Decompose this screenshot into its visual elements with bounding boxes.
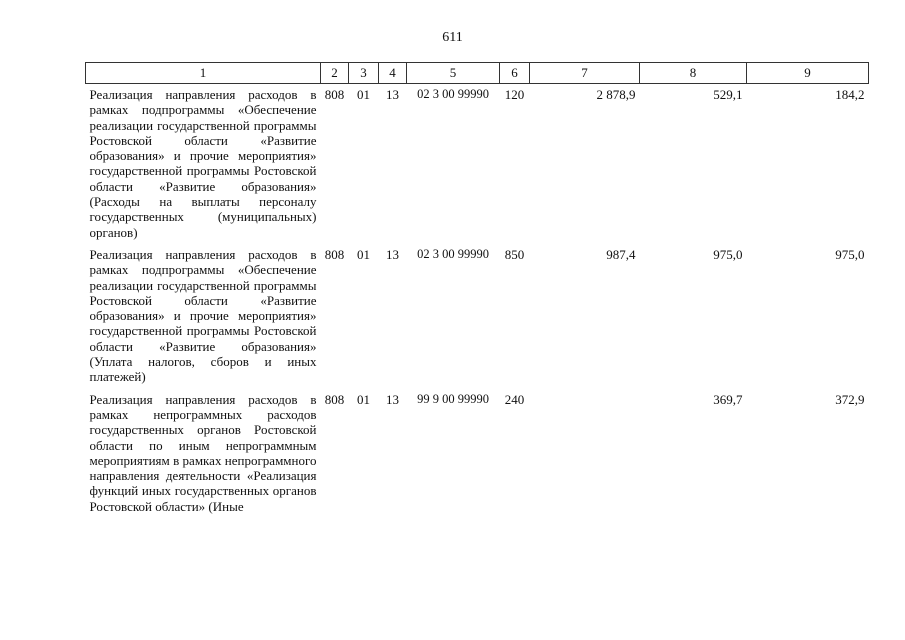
- row-col-8: 975,0: [713, 246, 743, 262]
- row-col-7: 2 878,9: [596, 87, 636, 102]
- row-col-3: 01: [357, 87, 370, 102]
- header-col-7: 7: [530, 63, 640, 84]
- row-col-7: [530, 389, 640, 518]
- table-row: [86, 84, 869, 244]
- row-description: Реализация направления расходов в рамках непрограммных расходов государственных органов Ростовской области по иным непрограммным мероприятиям в рамках непрограммного направления деятельности «Реализация функций иных государственных органов Ростовской области» (Иные: [89, 391, 317, 514]
- row-col-8: 369,7: [713, 391, 743, 407]
- header-col-6: 6: [500, 63, 530, 84]
- page-number: 611: [442, 30, 463, 45]
- row-col-7: 987,4: [606, 246, 636, 262]
- header-col-5: 5: [407, 63, 500, 84]
- budget-table: [85, 62, 869, 518]
- row-col-6: 120: [504, 87, 525, 102]
- header-col-4: 4: [379, 63, 407, 84]
- row-col-5: 02 3 00 99990: [417, 87, 489, 101]
- row-col-5: 99 9 00 99990: [417, 391, 489, 406]
- row-col-6: 850: [504, 246, 525, 262]
- row-col-2: 808: [324, 391, 345, 407]
- row-col-4: 13: [386, 87, 399, 102]
- header-col-9: 9: [747, 63, 869, 84]
- row-col-6: 240: [504, 391, 525, 407]
- header-col-2: 2: [321, 63, 349, 84]
- table-body: [86, 84, 869, 519]
- row-col-2: 808: [324, 246, 345, 262]
- table-row: [86, 389, 869, 518]
- row-col-3: 01: [357, 246, 370, 262]
- row-description: Реализация направления расходов в рамках подпрограммы «Обеспечение реализации государственной программы Ростовской области «Развитие образования» и прочие мероприятия» государственной программы Ростовской области «Развитие образования» (Уплата налогов, сборов и иных платежей): [89, 246, 317, 385]
- header-col-1: 1: [86, 63, 321, 84]
- row-col-8: 529,1: [713, 87, 743, 102]
- table-row: [86, 244, 869, 389]
- row-col-2: 808: [324, 87, 345, 102]
- row-description: Реализация направления расходов в рамках подпрограммы «Обеспечение реализации государственной программы Ростовской области «Развитие образования» и прочие мероприятия» государственной программы Ростовской области «Развитие образования» (Расходы на выплаты персоналу государственных (муниципальных) органов): [89, 87, 317, 240]
- table-header: [86, 63, 869, 84]
- row-col-3: 01: [357, 391, 370, 407]
- header-row: [86, 63, 869, 84]
- row-col-9: 184,2: [835, 87, 865, 102]
- row-col-4: 13: [386, 391, 399, 407]
- header-col-8: 8: [640, 63, 747, 84]
- header-col-3: 3: [349, 63, 379, 84]
- row-col-5: 02 3 00 99990: [417, 246, 489, 261]
- row-col-4: 13: [386, 246, 399, 262]
- row-col-9: 372,9: [835, 391, 865, 407]
- row-col-9: 975,0: [835, 246, 865, 262]
